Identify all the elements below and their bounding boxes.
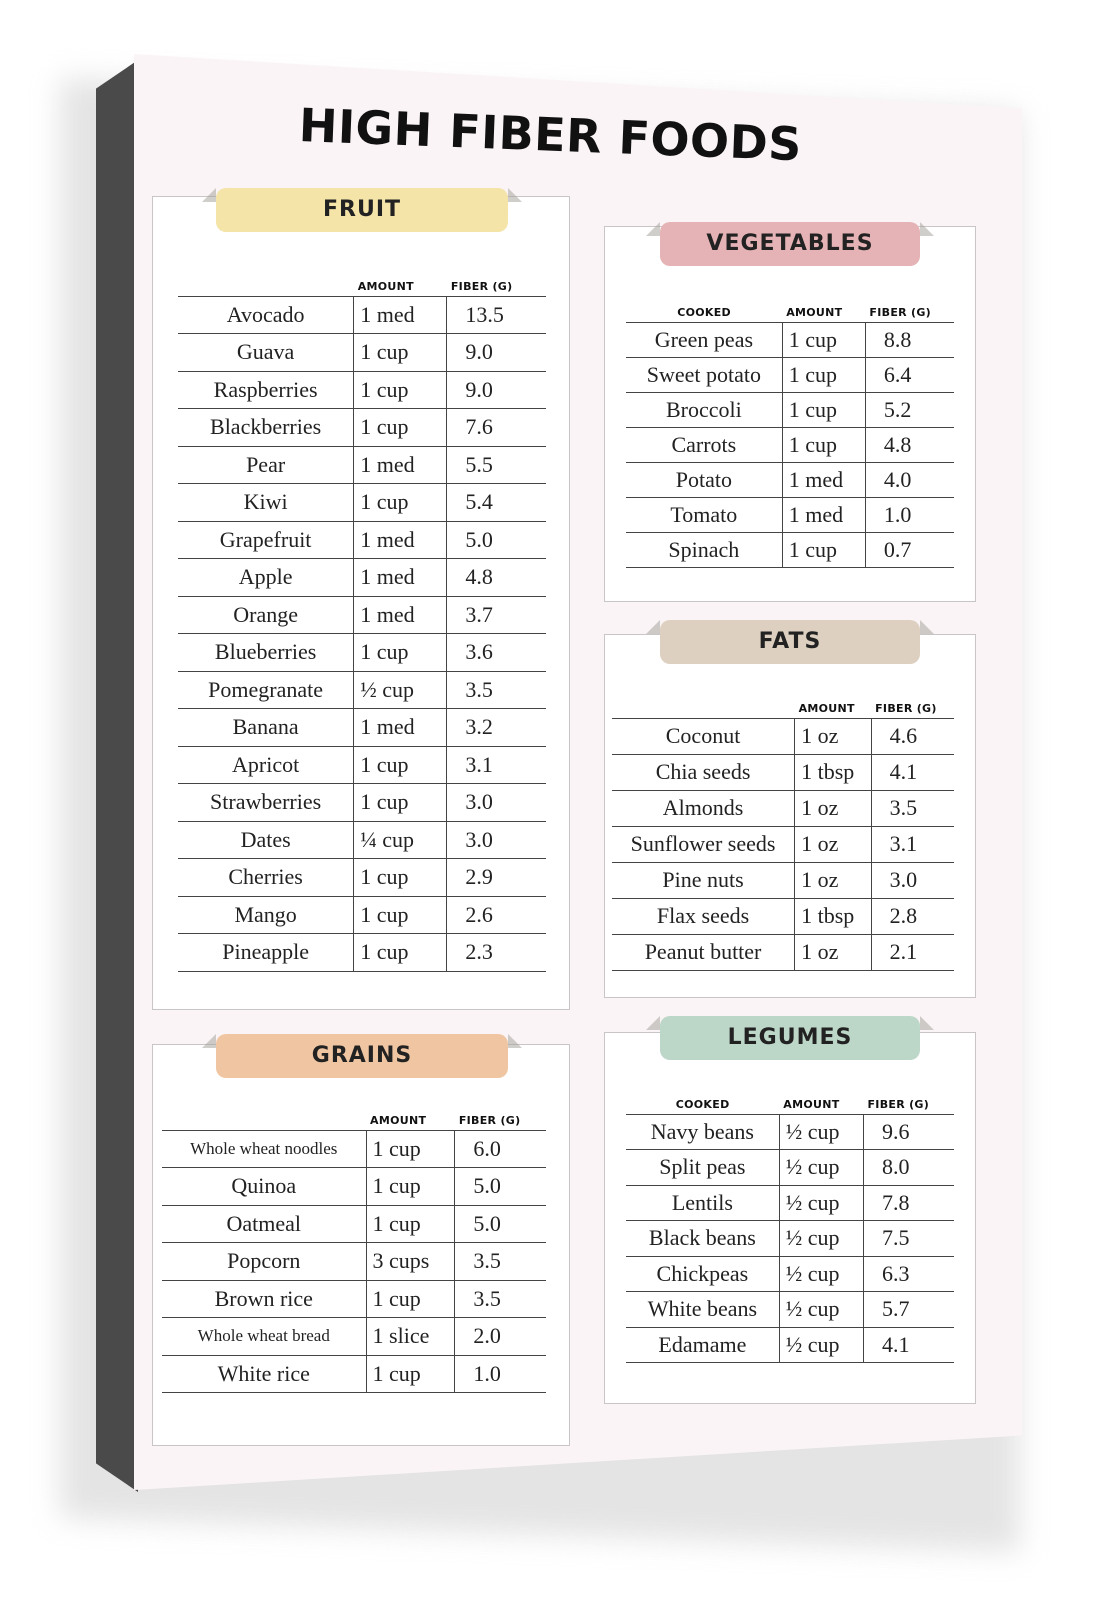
food-fiber: 4.8 (865, 427, 954, 462)
food-fiber: 3.6 (447, 634, 546, 672)
food-name: Coconut (612, 718, 795, 754)
food-name: Banana (178, 709, 354, 747)
food-fiber: 5.0 (455, 1205, 546, 1243)
food-name: Almonds (612, 790, 795, 826)
table-row (162, 1355, 546, 1393)
table-row (178, 371, 546, 409)
fruit-col-amount-header: AMOUNT (357, 279, 414, 293)
food-name: Pineapple (178, 934, 354, 972)
table-row (626, 322, 954, 357)
food-amount: ½ cup (779, 1292, 863, 1328)
food-name: Sweet potato (626, 357, 782, 392)
food-amount: ½ cup (779, 1256, 863, 1292)
food-fiber: 2.9 (447, 859, 546, 897)
canvas-edge (96, 60, 138, 1492)
legumes-col-amount-header: AMOUNT (783, 1097, 840, 1111)
food-amount: 1 cup (782, 532, 865, 567)
fruit-col-fiber-header: FIBER (G) (450, 279, 513, 293)
food-fiber: 3.5 (455, 1280, 546, 1318)
table-row (178, 859, 546, 897)
food-amount: 1 oz (795, 790, 872, 826)
food-fiber: 5.0 (447, 521, 546, 559)
food-name: Flax seeds (612, 898, 795, 934)
food-amount: 1 cup (366, 1168, 455, 1206)
food-amount: 1 cup (782, 427, 865, 462)
food-name: Guava (178, 334, 354, 372)
food-fiber: 3.2 (447, 709, 546, 747)
food-name: Edamame (626, 1327, 779, 1363)
food-amount: 1 cup (782, 392, 865, 427)
food-fiber: 1.0 (865, 497, 954, 532)
food-name: Raspberries (178, 371, 354, 409)
food-amount: 1 cup (354, 371, 447, 409)
food-name: Tomato (626, 497, 782, 532)
food-amount: 1 cup (354, 896, 447, 934)
food-name: Strawberries (178, 784, 354, 822)
food-amount: 1 tbsp (795, 754, 872, 790)
food-amount: 1 oz (795, 718, 872, 754)
food-fiber: 4.0 (865, 462, 954, 497)
fruit-col-cooked-header (178, 270, 354, 296)
food-name: Pine nuts (612, 862, 795, 898)
table-row (626, 392, 954, 427)
table-row (178, 634, 546, 672)
food-amount: 1 med (782, 497, 865, 532)
table-row (626, 1327, 954, 1363)
table-row (626, 1114, 954, 1150)
table-row (162, 1243, 546, 1281)
food-fiber: 5.4 (447, 484, 546, 522)
food-fiber: 4.1 (871, 754, 954, 790)
table-row (178, 709, 546, 747)
food-name: Sunflower seeds (612, 826, 795, 862)
food-fiber: 0.7 (865, 532, 954, 567)
table-row (162, 1168, 546, 1206)
table-row (612, 862, 954, 898)
food-fiber: 5.5 (447, 446, 546, 484)
food-name: Broccoli (626, 392, 782, 427)
food-fiber: 13.5 (447, 296, 546, 334)
food-amount: ¼ cup (354, 821, 447, 859)
grains-col-fiber-header: FIBER (G) (458, 1113, 521, 1127)
food-amount: 1 med (354, 596, 447, 634)
food-name: Oatmeal (162, 1205, 366, 1243)
food-amount: 1 med (782, 462, 865, 497)
food-fiber: 9.0 (447, 371, 546, 409)
table-row (626, 357, 954, 392)
food-name: Dates (178, 821, 354, 859)
table-row (612, 898, 954, 934)
legumes-col-cooked-header: COOKED (675, 1097, 730, 1111)
food-amount: 1 cup (366, 1280, 455, 1318)
table-row (178, 446, 546, 484)
food-name: Chickpeas (626, 1256, 779, 1292)
vegetables-col-fiber-header: FIBER (G) (869, 305, 932, 319)
food-amount: 1 oz (795, 934, 872, 970)
food-amount: 1 med (354, 521, 447, 559)
food-amount: ½ cup (779, 1185, 863, 1221)
grains-table (162, 1104, 546, 1393)
table-row (162, 1130, 546, 1168)
food-fiber: 2.8 (871, 898, 954, 934)
food-name: Split peas (626, 1150, 779, 1186)
table-row (626, 532, 954, 567)
food-name: Pomegranate (178, 671, 354, 709)
food-amount: ½ cup (354, 671, 447, 709)
table-row (626, 462, 954, 497)
food-fiber: 8.8 (865, 322, 954, 357)
table-row (612, 826, 954, 862)
fruit-table (178, 270, 546, 972)
food-name: White beans (626, 1292, 779, 1328)
food-fiber: 4.6 (871, 718, 954, 754)
food-amount: 1 cup (354, 784, 447, 822)
food-fiber: 5.0 (455, 1168, 546, 1206)
food-fiber: 4.8 (447, 559, 546, 597)
food-fiber: 5.7 (863, 1292, 954, 1328)
fats-col-cooked-header (612, 692, 795, 718)
food-name: Cherries (178, 859, 354, 897)
table-row (178, 484, 546, 522)
food-name: Popcorn (162, 1243, 366, 1281)
food-fiber: 6.0 (455, 1130, 546, 1168)
table-row (178, 746, 546, 784)
vegetables-table (626, 296, 954, 568)
food-amount: ½ cup (779, 1150, 863, 1186)
vegetables-tab: VEGETABLES (660, 222, 920, 266)
food-fiber: 8.0 (863, 1150, 954, 1186)
food-name: Mango (178, 896, 354, 934)
food-amount: 1 oz (795, 826, 872, 862)
table-row (626, 1150, 954, 1186)
food-fiber: 2.6 (447, 896, 546, 934)
poster-title: HIGH FIBER FOODS (297, 98, 803, 172)
legumes-col-fiber-header: FIBER (G) (867, 1097, 930, 1111)
food-amount: 1 cup (354, 334, 447, 372)
food-fiber: 3.0 (871, 862, 954, 898)
food-fiber: 6.3 (863, 1256, 954, 1292)
food-name: Pear (178, 446, 354, 484)
food-name: Blackberries (178, 409, 354, 447)
vegetables-col-cooked-header: COOKED (677, 305, 731, 319)
table-row (178, 784, 546, 822)
grains-col-cooked-header (162, 1104, 366, 1130)
grains-col-amount-header: AMOUNT (370, 1113, 427, 1127)
food-name: Blueberries (178, 634, 354, 672)
table-row (626, 497, 954, 532)
food-amount: 1 med (354, 559, 447, 597)
food-amount: ½ cup (779, 1114, 863, 1150)
food-name: Potato (626, 462, 782, 497)
food-amount: 1 cup (366, 1130, 455, 1168)
table-row (178, 934, 546, 972)
food-fiber: 9.6 (863, 1114, 954, 1150)
table-row (626, 1221, 954, 1257)
fats-tab: FATS (660, 620, 920, 664)
food-fiber: 6.4 (865, 357, 954, 392)
table-row (612, 790, 954, 826)
table-row (178, 821, 546, 859)
food-name: Chia seeds (612, 754, 795, 790)
food-fiber: 3.1 (447, 746, 546, 784)
food-name: Whole wheat noodles (162, 1130, 366, 1168)
table-row (612, 754, 954, 790)
fats-col-amount-header: AMOUNT (798, 701, 855, 715)
food-amount: 3 cups (366, 1243, 455, 1281)
food-amount: 1 cup (366, 1355, 455, 1393)
food-amount: 1 cup (366, 1205, 455, 1243)
table-row (162, 1280, 546, 1318)
food-name: Kiwi (178, 484, 354, 522)
food-amount: 1 cup (354, 934, 447, 972)
food-fiber: 3.5 (871, 790, 954, 826)
food-fiber: 3.1 (871, 826, 954, 862)
table-row (178, 334, 546, 372)
food-amount: 1 tbsp (795, 898, 872, 934)
food-amount: 1 cup (782, 357, 865, 392)
food-amount: 1 cup (354, 484, 447, 522)
table-row (178, 409, 546, 447)
table-row (626, 1256, 954, 1292)
food-name: Green peas (626, 322, 782, 357)
table-row (178, 596, 546, 634)
table-row (612, 934, 954, 970)
food-name: Apricot (178, 746, 354, 784)
food-name: White rice (162, 1355, 366, 1393)
food-amount: 1 med (354, 296, 447, 334)
food-name: Quinoa (162, 1168, 366, 1206)
fats-table (612, 692, 954, 971)
food-fiber: 1.0 (455, 1355, 546, 1393)
food-amount: 1 cup (354, 746, 447, 784)
legumes-tab: LEGUMES (660, 1016, 920, 1060)
food-name: Carrots (626, 427, 782, 462)
food-name: Brown rice (162, 1280, 366, 1318)
food-amount: ½ cup (779, 1221, 863, 1257)
table-row (626, 1292, 954, 1328)
food-amount: 1 cup (782, 322, 865, 357)
food-fiber: 7.6 (447, 409, 546, 447)
food-amount: 1 slice (366, 1318, 455, 1356)
food-name: Grapefruit (178, 521, 354, 559)
table-row (612, 718, 954, 754)
food-name: Black beans (626, 1221, 779, 1257)
food-fiber: 7.8 (863, 1185, 954, 1221)
food-name: Peanut butter (612, 934, 795, 970)
food-amount: 1 oz (795, 862, 872, 898)
food-fiber: 2.0 (455, 1318, 546, 1356)
food-name: Spinach (626, 532, 782, 567)
food-name: Orange (178, 596, 354, 634)
table-row (162, 1318, 546, 1356)
food-name: Whole wheat bread (162, 1318, 366, 1356)
fats-col-fiber-header: FIBER (G) (875, 701, 937, 715)
table-row (178, 559, 546, 597)
table-row (178, 521, 546, 559)
food-fiber: 2.3 (447, 934, 546, 972)
food-fiber: 3.0 (447, 821, 546, 859)
food-fiber: 4.1 (863, 1327, 954, 1363)
food-amount: 1 med (354, 709, 447, 747)
food-fiber: 3.5 (455, 1243, 546, 1281)
food-amount: 1 med (354, 446, 447, 484)
food-name: Avocado (178, 296, 354, 334)
food-fiber: 3.5 (447, 671, 546, 709)
food-fiber: 5.2 (865, 392, 954, 427)
table-row (178, 671, 546, 709)
food-fiber: 2.1 (871, 934, 954, 970)
food-name: Lentils (626, 1185, 779, 1221)
table-row (162, 1205, 546, 1243)
table-row (626, 1185, 954, 1221)
food-fiber: 3.0 (447, 784, 546, 822)
food-fiber: 9.0 (447, 334, 546, 372)
grains-tab: GRAINS (216, 1034, 508, 1078)
food-name: Apple (178, 559, 354, 597)
food-amount: 1 cup (354, 409, 447, 447)
food-name: Navy beans (626, 1114, 779, 1150)
food-amount: 1 cup (354, 634, 447, 672)
vegetables-col-amount-header: AMOUNT (786, 305, 843, 319)
table-row (178, 896, 546, 934)
food-amount: ½ cup (779, 1327, 863, 1363)
legumes-table (626, 1088, 954, 1363)
table-row (178, 296, 546, 334)
food-fiber: 3.7 (447, 596, 546, 634)
food-fiber: 7.5 (863, 1221, 954, 1257)
table-row (626, 427, 954, 462)
food-amount: 1 cup (354, 859, 447, 897)
fruit-tab: FRUIT (216, 188, 508, 232)
